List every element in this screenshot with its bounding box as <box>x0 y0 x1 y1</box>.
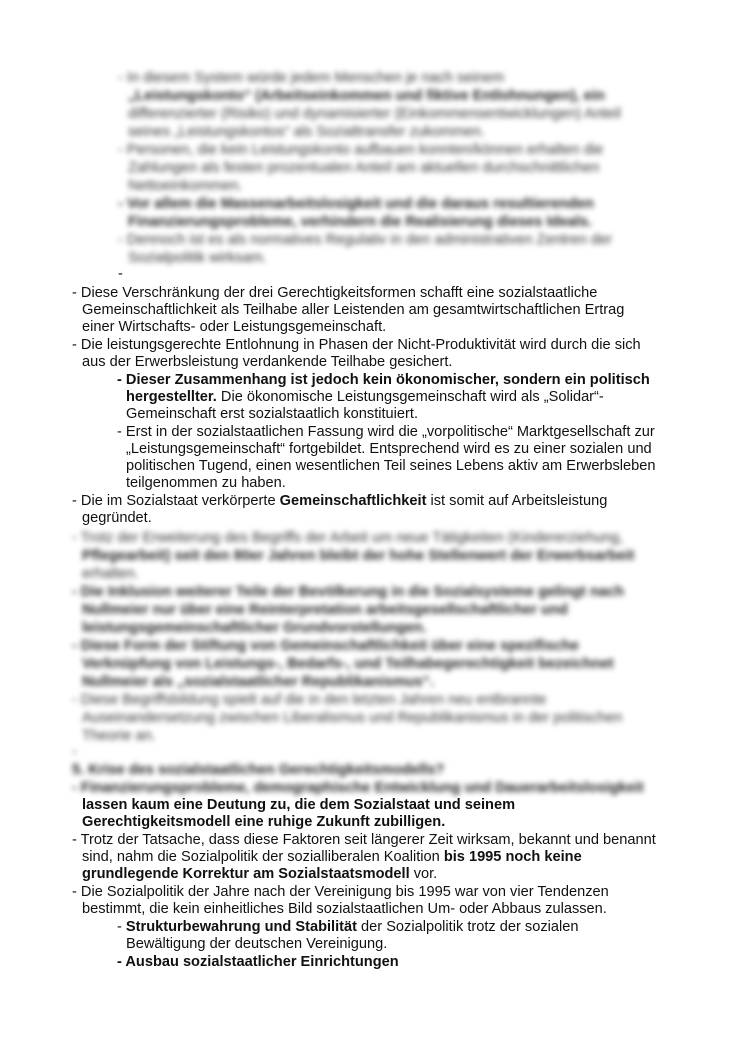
blurred-line: - In diesem System würde jedem Menschen je nach seinem <box>118 70 505 86</box>
blurred-line: - Trotz der Erweiterung des Begriffs der Arbeit um neue Tätigkeiten (Kindererziehung, <box>72 530 624 546</box>
paragraph-line-bold: Gerechtigkeitsmodell eine ruhige Zukunft zubilligen. <box>82 814 446 830</box>
blurred-line: - Dennoch ist es als normatives Regulativ in den administrativen Zentren der <box>118 232 612 248</box>
text: ist somit auf Arbeitsleistung <box>426 493 608 509</box>
blurred-line: - Finanzierungsprobleme, demographische Entwicklung und Dauerarbeitslosigkeit <box>72 780 644 796</box>
blurred-line: Finanzierungsprobleme, verhindern die Realisierung dieses Ideals. <box>128 214 592 230</box>
text: der Sozialpolitik trotz der sozialen <box>357 919 579 935</box>
blurred-line: differenzierter (Risiko) und dynamisierter (Einkommensentwicklungen) Anteil <box>128 106 621 122</box>
bold-text: bis 1995 noch keine <box>443 849 582 865</box>
blurred-line: - Diese Begriffsbildung spielt auf die in den letzten Jahren neu entbrannte <box>72 692 547 708</box>
paragraph-line <box>82 866 437 883</box>
paragraph-line: einer Wirtschafts- oder Leistungsgemeinschaft. <box>82 319 387 335</box>
sub-bullet-line: Gemeinschaft erst sozialstaatlich konstituiert. <box>126 406 418 422</box>
paragraph-line <box>82 849 582 866</box>
blurred-line: Pflegearbeit) seit den 80er Jahren bleibt der hohe Stellenwert der Erwerbsarbeit <box>82 548 635 564</box>
sub-bullet-line: politischen Tugend, einen wesentlichen Teil seines Lebens aktiv am Erwerbsleben <box>126 458 656 474</box>
bold-text: Strukturbewahrung und Stabilität <box>125 919 357 935</box>
blurred-line: Theorie an. <box>82 728 156 744</box>
blurred-line: erhalten. <box>82 566 139 582</box>
blurred-line: Sozialpolitik wirksam. <box>128 250 267 266</box>
blurred-line: Nullmeier nur über eine Reinterpretation arbeitsgesellschaftlicher und <box>82 602 568 618</box>
sub-bullet-bold: - Ausbau sozialstaatlicher Einrichtungen <box>117 954 399 970</box>
text: - <box>117 919 126 935</box>
blurred-line: „Leistungskonto“ (Arbeitseinkommen und fiktive Entlohnungen), ein <box>128 88 605 104</box>
paragraph-line: bestimmt, die kein einheitliches Bild sozialstaatlichen Um- oder Abbaus zulassen. <box>82 901 607 917</box>
blurred-line: leistungsgemeinschaftlicher Grundvorstellungen. <box>82 620 427 636</box>
paragraph-line <box>72 493 607 510</box>
sub-bullet-line <box>126 389 604 406</box>
bold-text: hergestellter. <box>126 389 217 405</box>
sub-bullet-line: teilgenommen zu haben. <box>126 475 286 491</box>
paragraph-line: gegründet. <box>82 510 152 526</box>
empty-bullet: - <box>118 266 123 282</box>
sub-bullet-bold: - Dieser Zusammenhang ist jedoch kein ökonomischer, sondern ein politisch <box>117 372 650 388</box>
paragraph-line: - Trotz der Tatsache, dass diese Faktoren seit längerer Zeit wirksam, bekannt und benannt <box>72 832 656 848</box>
paragraph-line: Gemeinschaftlichkeit als Teilhabe aller Leistenden am gesamtwirtschaftlichen Ertrag <box>82 302 625 318</box>
text: - Die im Sozialstaat verkörperte <box>72 493 280 509</box>
sub-bullet-line <box>117 919 578 936</box>
text: Die ökonomische Leistungsgemeinschaft wird als „Solidar“- <box>216 389 604 405</box>
sub-bullet-line: - Erst in der sozialstaatlichen Fassung wird die „vorpolitische“ Marktgesellschaft zur <box>117 424 655 440</box>
blurred-line: Nullmeier als „sozialstaatlicher Republikanismus“. <box>82 674 434 690</box>
paragraph-line: - Diese Verschränkung der drei Gerechtigkeitsformen schafft eine sozialstaatliche <box>72 285 598 301</box>
paragraph-line: - Die leistungsgerechte Entlohnung in Phasen der Nicht-Produktivität wird durch die sich <box>72 337 641 353</box>
blurred-line: - Diese Form der Stiftung von Gemeinschaftlichkeit über eine spezifische <box>72 638 579 654</box>
blurred-line: seines „Leistungskontos“ als Sozialtransfer zukommen. <box>128 124 485 140</box>
blurred-line: Verknüpfung von Leistungs-, Bedarfs-, und Teilhabegerechtigkeit bezeichnet <box>82 656 614 672</box>
blurred-line: Nettoeinkommen. <box>128 178 243 194</box>
sub-bullet-line: „Leistungsgemeinschaft“ fortgebildet. Entsprechend wird es zu einer sozialen und <box>126 441 652 457</box>
blurred-heading: 5. Krise des sozialstaatlichen Gerechtigkeitsmodells? <box>72 762 445 778</box>
sub-bullet-line: Bewältigung der deutschen Vereinigung. <box>126 936 388 952</box>
paragraph-line-bold: lassen kaum eine Deutung zu, die dem Sozialstaat und seinem <box>82 797 516 813</box>
blurred-line: - Vor allem die Massenarbeitslosigkeit und die daraus resultierenden <box>118 196 594 212</box>
paragraph-line: aus der Erwerbsleistung verdankende Teilhabe gesichert. <box>82 354 453 370</box>
paragraph-line: - Die Sozialpolitik der Jahre nach der Vereinigung bis 1995 war von vier Tendenzen <box>72 884 609 900</box>
bold-text: grundlegende Korrektur am Sozialstaatsmodell <box>82 866 410 882</box>
text: vor. <box>409 866 438 882</box>
bold-text: Gemeinschaftlichkeit <box>279 493 427 509</box>
blurred-line: Zahlungen als festen prozentualen Anteil am aktuellen durchschnittlichen <box>128 160 600 176</box>
text: sind, nahm die Sozialpolitik der sozialliberalen Koalition <box>82 849 444 865</box>
blurred-line: - <box>72 744 77 760</box>
blurred-line: Auseinandersetzung zwischen Liberalismus und Republikanismus in der politischen <box>82 710 623 726</box>
blurred-line: - Personen, die kein Leistungskonto aufbauen konnten/können erhalten die <box>118 142 604 158</box>
blurred-line: - Die Inklusion weiterer Teile der Bevölkerung in die Sozialsysteme gelingt nach <box>72 584 625 600</box>
